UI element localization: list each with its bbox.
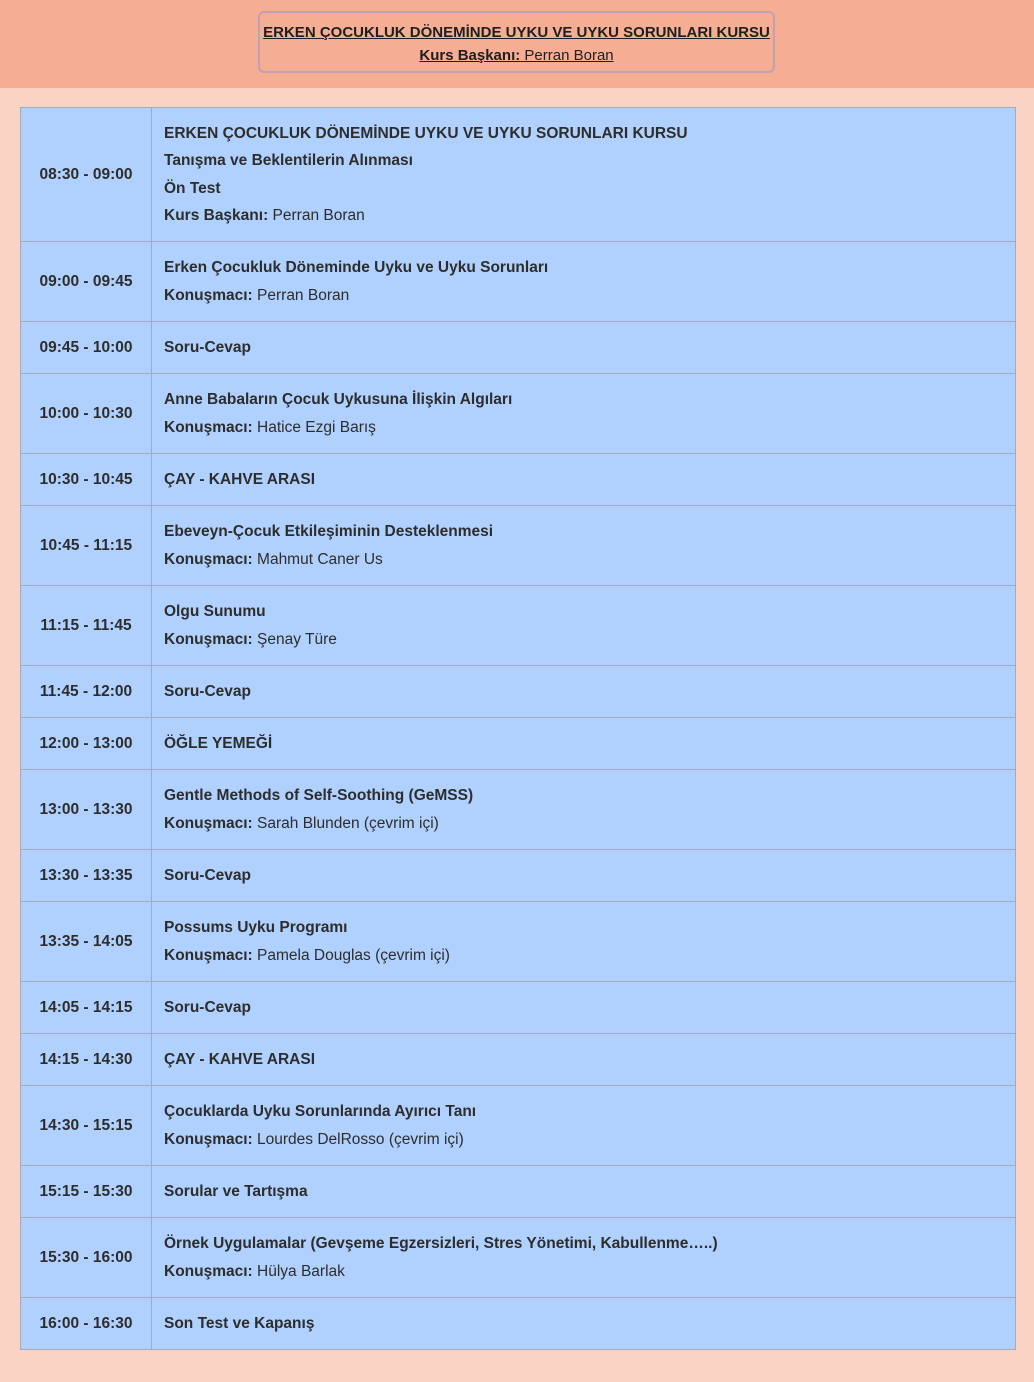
schedule-row <box>21 374 1016 454</box>
speaker-name: Mahmut Caner Us <box>257 550 383 568</box>
session-title: ÖĞLE YEMEĞİ <box>164 734 273 752</box>
schedule-row <box>21 1086 1016 1166</box>
session-details <box>152 1218 1016 1298</box>
session-details <box>152 1166 1016 1218</box>
session-speaker <box>164 626 1014 654</box>
session-title: Soru-Cevap <box>164 866 251 884</box>
session-time: 11:15 - 11:45 <box>21 586 152 666</box>
session-title: Soru-Cevap <box>164 998 251 1016</box>
course-chair-name: Perran Boran <box>524 47 614 64</box>
session-time: 10:30 - 10:45 <box>21 454 152 506</box>
session-details <box>152 108 1016 242</box>
session-title: Possums Uyku Programı <box>164 919 348 936</box>
schedule-row <box>21 770 1016 850</box>
session-time: 14:30 - 15:15 <box>21 1086 152 1166</box>
schedule-row <box>21 108 1016 242</box>
session-time: 14:05 - 14:15 <box>21 982 152 1034</box>
schedule-row <box>21 1218 1016 1298</box>
schedule-row <box>21 506 1016 586</box>
schedule-row <box>21 902 1016 982</box>
chair-name: Perran Boran <box>272 207 365 224</box>
session-time: 15:15 - 15:30 <box>21 1166 152 1218</box>
session-details <box>152 718 1016 770</box>
session-speaker <box>164 414 1014 442</box>
speaker-label: Konuşmacı: <box>164 1130 253 1148</box>
session-time: 09:00 - 09:45 <box>21 242 152 322</box>
session-chair <box>164 202 1014 230</box>
session-title: ÇAY - KAHVE ARASI <box>164 1050 316 1068</box>
schedule-row <box>21 242 1016 322</box>
session-time: 16:00 - 16:30 <box>21 1298 152 1350</box>
schedule-row <box>21 982 1016 1034</box>
chair-label: Kurs Başkanı: <box>164 207 269 224</box>
session-details <box>152 666 1016 718</box>
session-details <box>152 506 1016 586</box>
speaker-label: Konuşmacı: <box>164 286 253 304</box>
session-time: 15:30 - 16:00 <box>21 1218 152 1298</box>
course-title-box <box>258 11 775 73</box>
session-speaker <box>164 942 1014 970</box>
session-time: 10:45 - 11:15 <box>21 506 152 586</box>
course-chair <box>260 46 773 66</box>
schedule-row <box>21 322 1016 374</box>
session-details <box>152 1034 1016 1086</box>
speaker-label: Konuşmacı: <box>164 1262 253 1280</box>
speaker-name: Hatice Ezgi Barış <box>257 418 376 436</box>
session-details <box>152 1298 1016 1350</box>
session-title: Olgu Sunumu <box>164 603 266 620</box>
session-title: Ön Test <box>164 179 221 197</box>
speaker-name: Lourdes DelRosso (çevrim içi) <box>257 1130 464 1148</box>
schedule-body <box>21 108 1016 1350</box>
schedule-row <box>21 718 1016 770</box>
speaker-label: Konuşmacı: <box>164 418 253 436</box>
schedule-table <box>20 107 1016 1350</box>
session-speaker <box>164 810 1014 838</box>
session-time: 13:00 - 13:30 <box>21 770 152 850</box>
speaker-name: Hülya Barlak <box>257 1262 345 1280</box>
session-time: 08:30 - 09:00 <box>21 108 152 242</box>
session-speaker <box>164 546 1014 574</box>
session-title: Son Test ve Kapanış <box>164 1314 315 1332</box>
speaker-label: Konuşmacı: <box>164 946 253 964</box>
session-title: Ebeveyn-Çocuk Etkileşiminin Desteklenmesi <box>164 523 494 540</box>
speaker-name: Sarah Blunden (çevrim içi) <box>257 814 439 832</box>
session-details <box>152 374 1016 454</box>
session-title: ÇAY - KAHVE ARASI <box>164 470 316 488</box>
speaker-label: Konuşmacı: <box>164 550 253 568</box>
session-title: Çocuklarda Uyku Sorunlarında Ayırıcı Tanı <box>164 1103 477 1120</box>
session-details <box>152 242 1016 322</box>
schedule-row <box>21 454 1016 506</box>
session-title: Soru-Cevap <box>164 338 251 356</box>
session-title: Tanışma ve Beklentilerin Alınması <box>164 152 413 169</box>
schedule-row <box>21 1298 1016 1350</box>
course-chair-label: Kurs Başkanı: <box>419 47 521 64</box>
session-time: 10:00 - 10:30 <box>21 374 152 454</box>
speaker-label: Konuşmacı: <box>164 630 253 648</box>
session-title: Sorular ve Tartışma <box>164 1182 308 1200</box>
schedule-row <box>21 1034 1016 1086</box>
session-title: Anne Babaların Çocuk Uykusuna İlişkin Algıları <box>164 391 513 408</box>
page-header <box>0 0 1034 88</box>
speaker-name: Şenay Türe <box>257 630 337 648</box>
session-time: 11:45 - 12:00 <box>21 666 152 718</box>
session-title: Örnek Uygulamalar (Gevşeme Egzersizleri, Stres Yönetimi, Kabullenme…..) <box>164 1235 718 1252</box>
session-speaker <box>164 1258 1014 1286</box>
session-time: 09:45 - 10:00 <box>21 322 152 374</box>
session-details <box>152 982 1016 1034</box>
session-details <box>152 454 1016 506</box>
course-title: ERKEN ÇOCUKLUK DÖNEMİNDE UYKU VE UYKU SORUNLARI KURSU <box>263 24 770 41</box>
schedule-row <box>21 666 1016 718</box>
session-title: ERKEN ÇOCUKLUK DÖNEMİNDE UYKU VE UYKU SORUNLARI KURSU <box>164 124 688 142</box>
schedule-row <box>21 1166 1016 1218</box>
session-title: Soru-Cevap <box>164 682 251 700</box>
speaker-name: Pamela Douglas (çevrim içi) <box>257 946 450 964</box>
speaker-label: Konuşmacı: <box>164 814 253 832</box>
session-details <box>152 902 1016 982</box>
session-time: 12:00 - 13:00 <box>21 718 152 770</box>
schedule-row <box>21 850 1016 902</box>
session-time: 14:15 - 14:30 <box>21 1034 152 1086</box>
session-details <box>152 586 1016 666</box>
session-details <box>152 322 1016 374</box>
session-time: 13:35 - 14:05 <box>21 902 152 982</box>
schedule-row <box>21 586 1016 666</box>
speaker-name: Perran Boran <box>257 286 350 304</box>
session-title: Gentle Methods of Self-Soothing (GeMSS) <box>164 787 474 804</box>
session-title: Erken Çocukluk Döneminde Uyku ve Uyku Sorunları <box>164 259 549 276</box>
session-details <box>152 770 1016 850</box>
session-details <box>152 850 1016 902</box>
session-speaker <box>164 282 1014 310</box>
session-details <box>152 1086 1016 1166</box>
session-speaker <box>164 1126 1014 1154</box>
session-time: 13:30 - 13:35 <box>21 850 152 902</box>
